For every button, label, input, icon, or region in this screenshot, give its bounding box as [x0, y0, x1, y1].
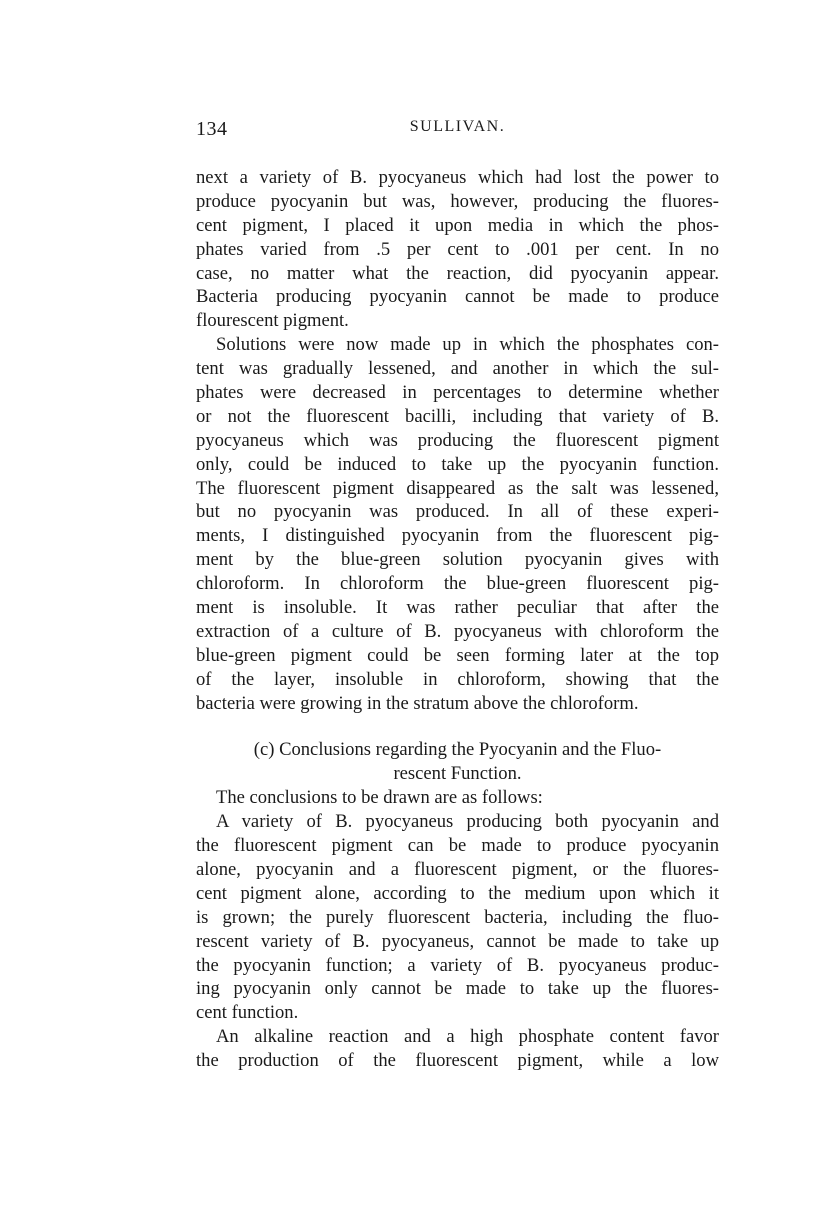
section-heading — [196, 738, 719, 786]
paragraph — [196, 333, 719, 715]
text-line: phates were decreased in percentages to determine whether — [196, 382, 719, 404]
text-line: The fluorescent pigment disappeared as the salt was lessened, — [196, 477, 719, 499]
text-line: cent pigment, I placed it upon media in which the phos- — [196, 214, 719, 236]
text-line: Bacteria producing pyocyanin cannot be made to produce — [196, 286, 719, 308]
text-line: ment by the blue-green solution pyocyanin gives with — [196, 549, 719, 571]
section-gap — [196, 715, 719, 738]
text-line: of the layer, insoluble in chloroform, showing that the — [196, 668, 719, 690]
text-line: rescent variety of B. pyocyaneus, cannot be made to take up — [196, 930, 719, 952]
text-line: alone, pyocyanin and a fluorescent pigment, or the fluores- — [196, 858, 719, 880]
text-line: extraction of a culture of B. pyocyaneus with chloroform the — [196, 620, 719, 642]
text-line: is grown; the purely fluorescent bacteria, including the fluo- — [196, 906, 719, 928]
text-line: The conclusions to be drawn are as follows: — [216, 787, 543, 809]
page-number: 134 — [196, 118, 228, 140]
text-line: the fluorescent pigment can be made to produce pyocyanin — [196, 835, 719, 857]
text-line: blue-green pigment could be seen forming later at the top — [196, 644, 719, 666]
text-line: cent function. — [196, 1002, 299, 1024]
text-line: only, could be induced to take up the pyocyanin function. — [196, 453, 719, 475]
paragraph — [196, 166, 719, 333]
text-line: Solutions were now made up in which the phosphates con- — [216, 334, 719, 356]
paragraph — [196, 1025, 719, 1073]
text-line: produce pyocyanin but was, however, producing the fluores- — [196, 190, 719, 212]
text-line: chloroform. In chloroform the blue-green fluorescent pig- — [196, 573, 719, 595]
text-line: A variety of B. pyocyaneus producing both pyocyanin and — [216, 811, 719, 833]
text-line: next a variety of B. pyocyaneus which had lost the power to — [196, 167, 719, 188]
paragraph — [196, 810, 719, 1025]
body-text — [196, 166, 719, 1073]
running-head: SULLIVAN. — [409, 118, 506, 135]
text-line: ment is insoluble. It was rather peculiar that after the — [196, 597, 719, 619]
text-line: but no pyocyanin was produced. In all of these experi- — [196, 501, 719, 523]
paragraph — [196, 786, 719, 810]
text-line: ing pyocyanin only cannot be made to take up the fluores- — [196, 978, 719, 1000]
text-line: or not the fluorescent bacilli, including that variety of B. — [196, 405, 719, 427]
text-line: case, no matter what the reaction, did pyocyanin appear. — [196, 262, 719, 284]
text-line: cent pigment alone, according to the medium upon which it — [196, 882, 719, 904]
text-line: the production of the fluorescent pigment, while a low — [196, 1050, 719, 1072]
text-line: An alkaline reaction and a high phosphate content favor — [216, 1026, 719, 1048]
heading-line: (c) Conclusions regarding the Pyocyanin and the Fluo- — [253, 739, 662, 761]
page-header — [196, 118, 719, 142]
text-line: flourescent pigment. — [196, 310, 349, 332]
heading-line: rescent Function. — [393, 763, 522, 785]
text-line: the pyocyanin function; a variety of B. pyocyaneus produc- — [196, 954, 719, 976]
text-line: tent was gradually lessened, and another in which the sul- — [196, 358, 719, 380]
text-line: pyocyaneus which was producing the fluorescent pigment — [196, 429, 719, 451]
text-line: bacteria were growing in the stratum above the chloroform. — [196, 692, 639, 714]
text-line: ments, I distinguished pyocyanin from the fluorescent pig- — [196, 525, 719, 547]
text-line: phates varied from .5 per cent to .001 per cent. In no — [196, 238, 719, 260]
